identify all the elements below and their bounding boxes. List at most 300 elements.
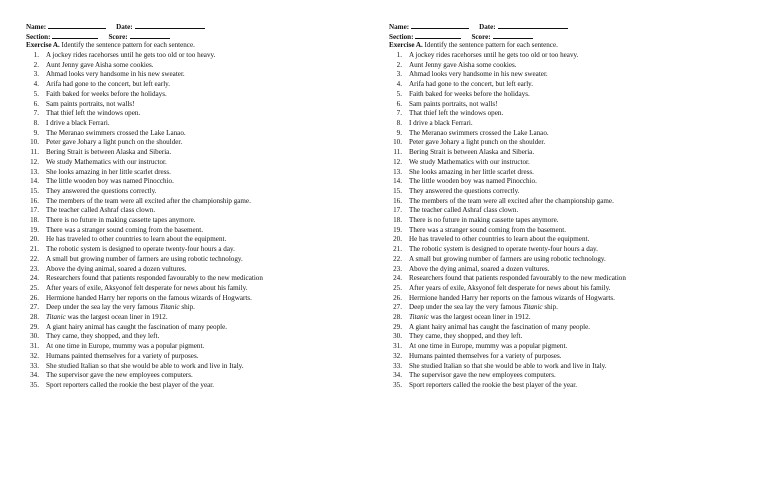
section-blank[interactable] [52,32,98,39]
name-blank[interactable] [411,22,469,29]
sentence-segment: Bering Strait is between Alaska and Siberia. [46,148,172,157]
sentence-text [46,70,185,80]
sentence-item [26,158,376,168]
sentence-item [26,352,376,362]
sentence-item [389,226,739,236]
sentence-text [409,129,549,139]
sentence-text [46,119,110,129]
sentence-segment: The teacher called Ashraf class clown. [46,206,156,215]
sentence-item [26,61,376,71]
sentence-item [389,158,739,168]
sentence-number: 31. [30,342,39,351]
sentence-segment: Bering Strait is between Alaska and Siberia. [409,148,535,157]
sentence-text [46,381,214,391]
sentence-number: 11. [30,148,39,157]
sentence-segment: ship. [542,303,558,312]
sentence-text [46,158,167,168]
sentence-text [46,148,171,158]
sentence-item [389,371,739,381]
sentence-item [26,138,376,148]
sentence-number: 19. [393,225,402,234]
sentence-number: 30. [393,332,402,341]
sentence-number: 14. [30,177,39,186]
sentence-number: 30. [30,332,39,341]
sentence-number: 15. [393,186,402,195]
sentence-item [389,129,739,139]
sentence-item [26,323,376,333]
sentence-italic-segment: Titanic [159,303,180,312]
sentence-item [26,362,376,372]
worksheet-copy-right [389,22,739,391]
sentence-number: 20. [30,235,39,244]
sentence-segment: The supervisor gave the new employees computers. [46,371,193,380]
sentence-item [389,119,739,129]
sentence-segment: We study Mathematics with our instructor. [46,157,167,166]
sentence-text [46,177,174,187]
sentence-segment: Ahmad looks very handsome in his new sweater. [46,70,185,79]
sentence-item [26,284,376,294]
sentence-italic-segment: Titanic [409,313,429,322]
sentence-number: 29. [393,322,402,331]
sentence-item [389,90,739,100]
sentence-segment: She studied Italian so that she would be able to work and live in Italy. [409,361,607,370]
sentence-item [26,245,376,255]
sentence-number: 23. [393,264,402,273]
sentence-segment: Peter gave Johary a light punch on the shoulder. [409,138,546,147]
sentence-segment: After years of exile, Aksyonof felt desperate for news about his family. [409,283,611,292]
date-label: Date: [116,23,133,31]
sentence-number: 7. [396,109,402,118]
sentence-number: 16. [393,196,402,205]
sentence-text [46,255,243,265]
sentence-segment: He has traveled to other countries to learn about the equipment. [46,235,227,244]
sentence-text [46,100,134,110]
sentence-item [389,138,739,148]
sentence-number: 4. [33,80,39,89]
sentence-item [26,70,376,80]
exercise-title: Exercise A. [26,41,60,50]
sentence-text [409,265,549,275]
sentence-segment: The teacher called Ashraf class clown. [409,206,519,215]
sentence-segment: She studied Italian so that she would be able to work and live in Italy. [46,361,244,370]
sentence-number: 5. [33,89,39,98]
sentence-number: 26. [393,293,402,302]
sentence-item [389,313,739,323]
sentence-number: 35. [393,380,402,389]
sentence-text [46,226,203,236]
sentence-segment: At one time in Europe, mummy was a popular pigment. [46,342,205,351]
sentence-item [26,303,376,313]
sentence-number: 25. [30,283,39,292]
sentence-text [409,138,545,148]
sentence-text [409,80,533,90]
sentence-segment: A small but growing number of farmers are using robotic technology. [46,254,243,263]
sentence-number: 1. [33,51,39,60]
sentence-item [389,168,739,178]
sentence-item [26,90,376,100]
sentence-segment: Deep under the sea lay the very famous [46,303,160,312]
sentence-text [46,206,155,216]
sentence-segment: Ahmad looks very handsome in his new sweater. [409,70,548,79]
sentence-segment: They answered the questions correctly. [46,186,157,195]
sentence-segment: Hermione handed Harry her reports on the famous wizards of Hogwarts. [409,293,615,302]
sentence-number: 16. [30,196,39,205]
sentence-text [46,197,251,207]
sentence-segment: There is no future in making cassette tapes anymore. [46,216,196,225]
sentence-segment: A small but growing number of farmers are using robotic technology. [409,254,606,263]
sentence-number: 29. [30,322,39,331]
sentence-number: 35. [30,380,39,389]
worksheet-copy-left [26,22,376,391]
sentence-segment: At one time in Europe, mummy was a popular pigment. [409,342,568,351]
sentence-item [389,274,739,284]
sentence-segment: The little wooden boy was named Pinocchio. [46,177,174,186]
sentence-text [409,90,530,100]
sentence-segment: I drive a black Ferrari. [46,119,110,127]
sentence-segment: Above the dying animal, soared a dozen vultures. [409,264,550,273]
sentence-number: 32. [30,351,39,360]
sentence-segment: The robotic system is designed to operate twenty-four hours a day. [46,245,235,254]
exercise-title: Exercise A. [389,41,423,50]
sentence-number: 17. [30,206,39,215]
sentence-item [389,332,739,342]
sentence-item [26,187,376,197]
sentence-text [46,371,193,381]
sentence-text [409,226,566,236]
sentence-number: 10. [393,138,402,147]
sentence-item [389,362,739,372]
header-row-section-score [389,32,739,42]
sentence-text [409,294,615,304]
sentence-segment: Faith baked for weeks before the holidays. [409,89,530,98]
sentence-number: 33. [30,361,39,370]
sentence-number: 25. [393,283,402,292]
sentence-segment: She looks amazing in her little scarlet dress. [46,167,171,176]
sentence-italic-segment: Titanic [46,313,66,322]
sentence-item [26,255,376,265]
sentence-segment: A giant hairy animal has caught the fascination of many people. [46,322,228,331]
exercise-instruction: Identify the sentence pattern for each sentence. [422,41,558,50]
sentence-item [26,129,376,139]
sentence-number: 19. [30,225,39,234]
sentence-number: 10. [30,138,39,147]
sentence-text [409,352,561,362]
sentence-text [46,61,154,71]
sentence-segment: Hermione handed Harry her reports on the famous wizards of Hogwarts. [46,293,252,302]
sentence-segment: Arifa had gone to the concert, but left early. [409,80,534,89]
sentence-number: 13. [30,167,39,176]
sentence-number: 21. [393,245,402,254]
sentence-text [46,129,186,139]
sentence-segment: After years of exile, Aksyonof felt desperate for news about his family. [46,283,248,292]
sentence-number: 17. [393,206,402,215]
sentence-segment: A jockey rides racehorses until he gets too old or too heavy. [409,51,579,60]
sentence-text [409,255,606,265]
sentence-item [389,303,739,313]
exercise-heading [26,41,376,51]
sentence-number: 34. [30,371,39,380]
sentence-item [26,51,376,61]
sentence-item [389,61,739,71]
sentence-number: 27. [30,303,39,312]
sentence-segment: Aunt Jenny gave Aisha some cookies. [409,60,517,69]
sentence-text [46,313,168,323]
sentence-segment: The members of the team were all excited after the championship game. [409,196,614,205]
sentence-italic-segment: Titanic [522,303,543,312]
sentence-segment: Peter gave Johary a light punch on the shoulder. [46,138,183,147]
sentence-segment: There is no future in making cassette tapes anymore. [409,216,559,225]
sentence-text [46,235,226,245]
sentence-segment: Sam paints portraits, not walls! [46,99,135,108]
sentence-text [409,187,519,197]
sentence-segment: I drive a black Ferrari. [409,119,473,127]
sentence-number: 2. [396,60,402,69]
sentence-text [409,342,567,352]
header-row-section-score [26,32,376,42]
sentence-text [409,371,556,381]
sentence-segment: The supervisor gave the new employees computers. [409,371,556,380]
sentence-number: 14. [393,177,402,186]
sentence-number: 9. [33,128,39,137]
sentence-number: 27. [393,303,402,312]
sentence-text [46,342,204,352]
sentence-text [46,332,159,342]
sentence-item [26,177,376,187]
sentence-segment: The little wooden boy was named Pinocchio. [409,177,537,186]
sentence-segment: That thief left the windows open. [409,109,504,118]
sentence-text [409,61,517,71]
sentence-segment: Above the dying animal, soared a dozen vultures. [46,264,187,273]
sentence-number: 26. [30,293,39,302]
sentence-number: 5. [396,89,402,98]
sentence-text [46,362,244,372]
section-blank[interactable] [415,32,461,39]
sentence-text [409,362,607,372]
name-label: Name: [26,23,47,31]
sentence-text [46,274,263,284]
sentence-segment: They came, they shopped, and they left. [46,332,160,341]
sentence-item [26,216,376,226]
sentence-segment: Sport reporters called the rookie the best player of the year. [46,380,215,389]
sentence-text [409,313,531,323]
sentence-text [409,177,537,187]
sentence-number: 24. [393,274,402,283]
sentence-number: 34. [393,371,402,380]
sentence-segment: The Meranao swimmers crossed the Lake Lanao. [46,128,186,137]
sentence-text [409,100,497,110]
sentence-item [26,109,376,119]
sentence-number: 21. [30,245,39,254]
sentence-item [26,100,376,110]
sentence-segment: Aunt Jenny gave Aisha some cookies. [46,60,154,69]
sentence-text [409,206,518,216]
sentence-number: 6. [396,99,402,108]
sentence-number: 20. [393,235,402,244]
sentence-number: 12. [30,157,39,166]
sentence-segment: The robotic system is designed to operate twenty-four hours a day. [409,245,598,254]
sentence-number: 33. [393,361,402,370]
sentence-item [389,187,739,197]
sentence-text [46,294,252,304]
sentence-item [26,265,376,275]
sentence-number: 2. [33,60,39,69]
sentence-item [389,294,739,304]
sentence-segment: Researchers found that patients responded favourably to the new medication [409,274,626,283]
sentence-segment: ship. [179,303,195,312]
sentence-item [389,109,739,119]
sentence-segment: There was a stranger sound coming from the basement. [46,225,203,234]
header-row-name-date [389,22,739,32]
sentence-item [389,197,739,207]
sentence-item [389,70,739,80]
sentence-number: 28. [30,313,39,322]
sentence-item [389,255,739,265]
sentence-text [409,148,534,158]
sentence-segment: Sam paints portraits, not walls! [409,99,498,108]
sentence-number: 6. [33,99,39,108]
sentence-item [26,197,376,207]
sentence-number: 7. [33,109,39,118]
sentence-segment: She looks amazing in her little scarlet dress. [409,167,534,176]
sentence-text [46,265,186,275]
sentence-number: 4. [396,80,402,89]
sentence-item [26,332,376,342]
exercise-instruction: Identify the sentence pattern for each sentence. [59,41,195,50]
sentence-item [26,80,376,90]
sentence-segment: Faith baked for weeks before the holidays. [46,89,167,98]
sentence-number: 23. [30,264,39,273]
sentence-segment: Deep under the sea lay the very famous [409,303,523,312]
sentence-item [26,148,376,158]
sentence-text [409,332,522,342]
sentence-text [409,216,559,226]
sentence-list [26,51,376,391]
sentence-text [409,51,578,61]
sentence-number: 3. [396,70,402,79]
score-blank[interactable] [130,32,170,39]
sentence-segment: was the largest ocean liner in 1912. [65,313,168,322]
sentence-item [26,168,376,178]
score-label: Score: [471,32,491,41]
sentence-text [46,245,235,255]
sentence-item [389,323,739,333]
sentence-text [46,216,196,226]
sentence-segment: was the largest ocean liner in 1912. [428,313,531,322]
sentence-item [389,216,739,226]
sentence-segment: Humans painted themselves for a variety of purposes. [46,351,199,360]
sentence-text [409,158,530,168]
sentence-item [26,119,376,129]
sentence-number: 11. [393,148,402,157]
sentence-text [46,284,247,294]
sentence-number: 8. [33,119,39,127]
sentence-item [26,206,376,216]
sentence-segment: The members of the team were all excited after the championship game. [46,196,251,205]
sentence-segment: That thief left the windows open. [46,109,141,118]
sentence-text [46,138,182,148]
sentence-item [26,235,376,245]
sentence-text [46,51,215,61]
header-row-name-date [26,22,376,32]
sentence-item [26,274,376,284]
sentence-item [389,284,739,294]
date-blank[interactable] [498,22,568,29]
sentence-number: 28. [393,313,402,322]
sentence-number: 13. [393,167,402,176]
sentence-number: 3. [33,70,39,79]
sentence-segment: Arifa had gone to the concert, but left early. [46,80,171,89]
section-label: Section: [389,32,414,41]
date-label: Date: [479,23,496,31]
sentence-text [409,245,598,255]
sentence-item [389,100,739,110]
sentence-segment: Humans painted themselves for a variety of purposes. [409,351,562,360]
score-label: Score: [108,32,128,41]
sentence-text [46,109,140,119]
sentence-number: 12. [393,157,402,166]
sentence-number: 22. [393,254,402,263]
exercise-heading [389,41,739,51]
sentence-item [26,294,376,304]
date-blank[interactable] [135,22,205,29]
sentence-segment: He has traveled to other countries to learn about the equipment. [409,235,590,244]
sentence-text [409,70,548,80]
sentence-number: 32. [393,351,402,360]
sentence-number: 24. [30,274,39,283]
sentence-text [409,381,577,391]
sentence-item [389,80,739,90]
sentence-text [409,168,534,178]
sentence-segment: They came, they shopped, and they left. [409,332,523,341]
sentence-item [389,206,739,216]
sentence-segment: Researchers found that patients responded favourably to the new medication [46,274,263,283]
sentence-segment: The Meranao swimmers crossed the Lake Lanao. [409,128,549,137]
sentence-item [26,371,376,381]
sentence-segment: They answered the questions correctly. [409,186,520,195]
sentence-item [389,51,739,61]
sentence-text [46,323,227,333]
sentence-item [26,226,376,236]
sentence-item [389,148,739,158]
name-label: Name: [389,23,410,31]
sentence-segment: A jockey rides racehorses until he gets too old or too heavy. [46,51,216,60]
sentence-text [46,303,195,313]
sentence-segment: We study Mathematics with our instructor. [409,157,530,166]
sentence-text [409,323,590,333]
sentence-text [409,303,558,313]
sentence-segment: There was a stranger sound coming from the basement. [409,225,566,234]
sentence-item [389,177,739,187]
sentence-item [26,342,376,352]
sentence-text [46,80,170,90]
sentence-number: 18. [30,216,39,225]
sentence-number: 18. [393,216,402,225]
sentence-number: 22. [30,254,39,263]
sentence-item [389,381,739,391]
score-blank[interactable] [493,32,533,39]
sentence-number: 31. [393,342,402,351]
sentence-text [46,352,198,362]
section-label: Section: [26,32,51,41]
sentence-item [26,313,376,323]
sentence-item [389,342,739,352]
sentence-item [389,265,739,275]
sentence-text [409,274,626,284]
sentence-segment: Sport reporters called the rookie the best player of the year. [409,380,578,389]
sentence-item [26,381,376,391]
sentence-text [46,168,171,178]
name-blank[interactable] [48,22,106,29]
